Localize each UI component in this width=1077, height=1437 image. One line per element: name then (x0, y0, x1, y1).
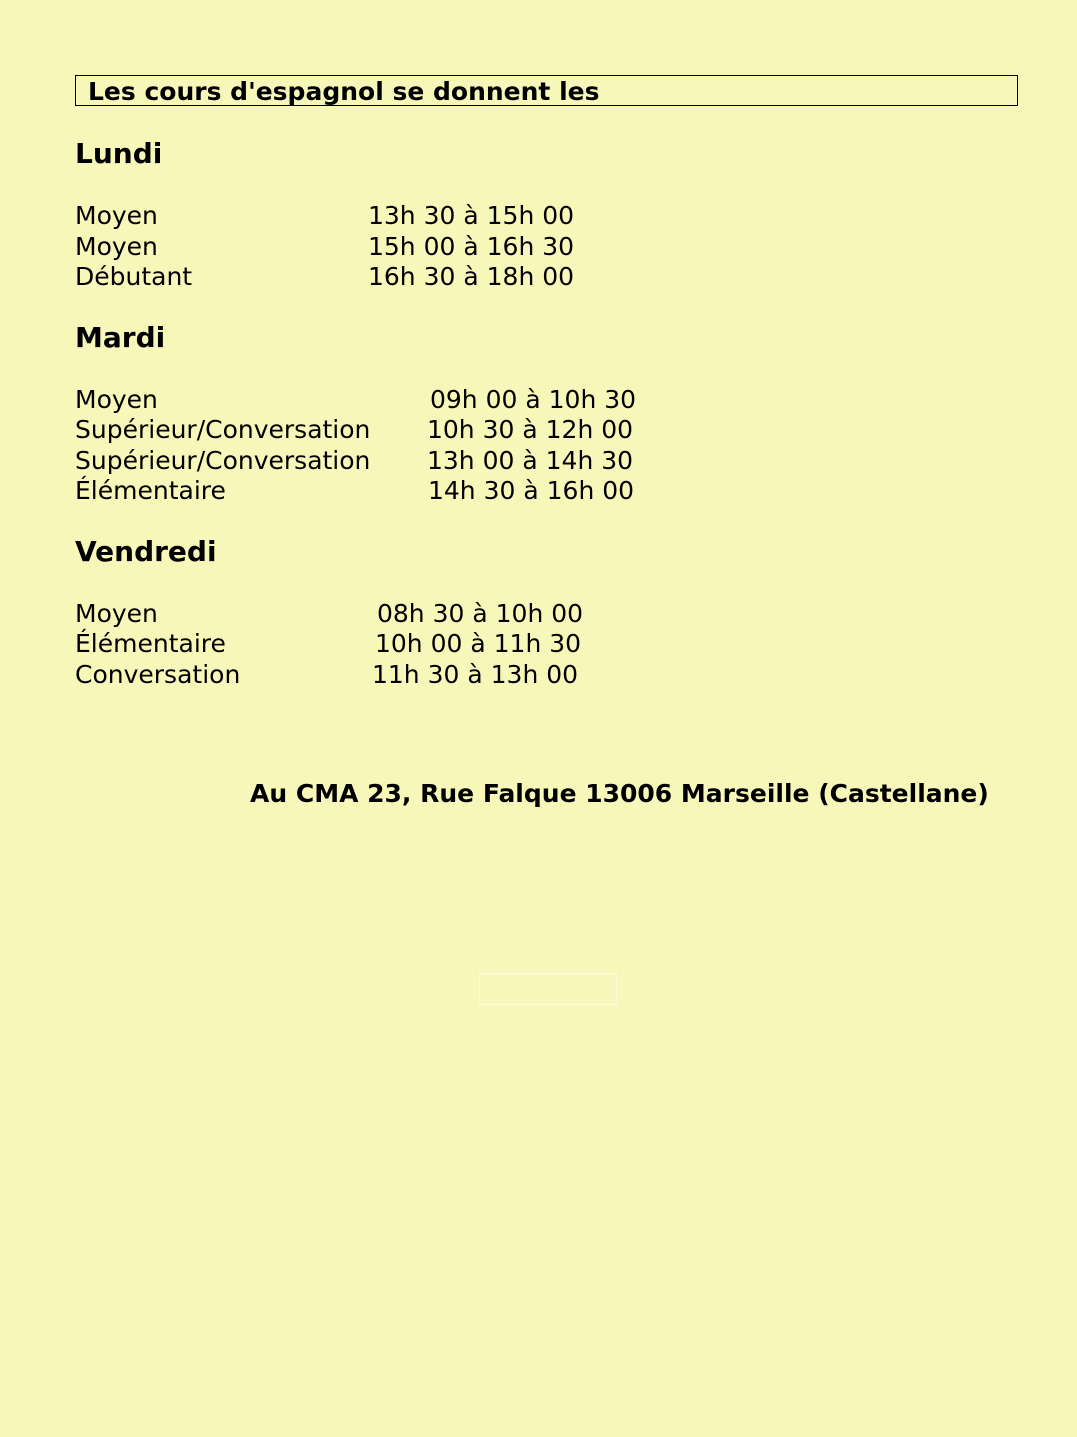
course-level: Conversation (75, 660, 241, 689)
course-level: Moyen (75, 201, 158, 230)
course-level: Moyen (75, 599, 158, 628)
course-time: 13h 00 à 14h 30 (427, 446, 634, 475)
day-heading-vendredi: Vendredi (75, 535, 217, 568)
course-level: Supérieur/Conversation (75, 415, 371, 444)
course-time: 14h 30 à 16h 00 (428, 476, 635, 505)
schedule-row (0, 629, 1077, 659)
course-time: 08h 30 à 10h 00 (377, 599, 584, 628)
course-level: Moyen (75, 232, 158, 261)
address-line: Au CMA 23, Rue Falque 13006 Marseille (Castellane) (250, 779, 989, 808)
day-heading-lundi: Lundi (75, 137, 163, 170)
schedule-row (0, 446, 1077, 476)
course-time: 10h 30 à 12h 00 (427, 415, 634, 444)
course-level: Débutant (75, 262, 193, 291)
header-box (75, 75, 1018, 106)
schedule-row (0, 385, 1077, 415)
empty-field-box (479, 973, 617, 1005)
course-time: 11h 30 à 13h 00 (372, 660, 579, 689)
course-time: 10h 00 à 11h 30 (375, 629, 582, 658)
course-level: Supérieur/Conversation (75, 446, 371, 475)
course-level: Élémentaire (75, 476, 226, 505)
course-level: Élémentaire (75, 629, 226, 658)
schedule-row (0, 599, 1077, 629)
schedule-row (0, 476, 1077, 506)
schedule-row (0, 660, 1077, 690)
course-time: 15h 00 à 16h 30 (368, 232, 575, 261)
schedule-row (0, 415, 1077, 445)
course-level: Moyen (75, 385, 158, 414)
course-time: 09h 00 à 10h 30 (430, 385, 637, 414)
schedule-row (0, 232, 1077, 262)
schedule-row (0, 201, 1077, 231)
course-time: 13h 30 à 15h 00 (368, 201, 575, 230)
page-title: Les cours d'espagnol se donnent les (88, 77, 600, 106)
course-time: 16h 30 à 18h 00 (368, 262, 575, 291)
day-heading-mardi: Mardi (75, 321, 166, 354)
schedule-row (0, 262, 1077, 292)
